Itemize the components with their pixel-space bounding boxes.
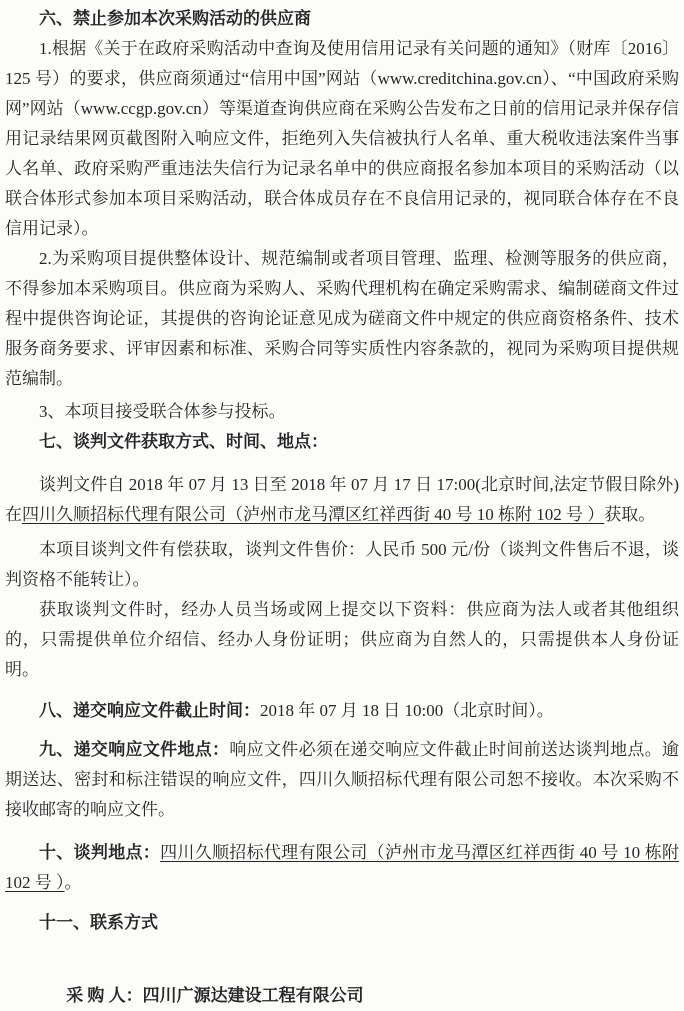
deadline-paragraph	[5, 696, 679, 726]
deadline-value: 2018 年 07 月 18 日 10:00（北京时间）。	[260, 701, 554, 720]
section-7-heading: 七、谈判文件获取方式、时间、地点：	[39, 432, 328, 451]
delivery-location-label: 九、递交响应文件地点：	[39, 740, 230, 759]
delivery-location-paragraph	[5, 735, 679, 825]
negotiation-location-suffix: 。	[64, 873, 82, 892]
negotiation-location-label: 十、谈判地点：	[39, 843, 161, 862]
agency-address-underlined: 四川久顺招标代理有限公司（泸州市龙马潭区红祥西街 40 号 10 栋附 102 号 ）	[22, 505, 605, 524]
delivery-location-text: 响应文件必须在递交响应文件截止时间前送达谈判地点。逾期送达、密封和标注错误的响应文件，四川久顺招标代理有限公司恕不接收。本次采购不接收邮寄的响应文件。	[5, 740, 680, 819]
negotiation-address-underlined: 四川久顺招标代理有限公司（泸州市龙马潭区红祥西街 40 号 10 栋附 102 号 ）	[5, 843, 680, 892]
consortium-bidding-paragraph: 3、本项目接受联合体参与投标。	[39, 402, 286, 421]
document-materials-paragraph: 获取谈判文件时，经办人员当场或网上提交以下资料：供应商为法人或者其他组织的，只需提供单位介绍信、经办人身份证明；供应商为自然人的，只需提供本人身份证明。	[5, 600, 679, 679]
obtain-suffix-text: 获取。	[604, 505, 656, 524]
obtain-period-text: 谈判文件自 2018 年 07 月 13 日至 2018 年 07 月 17 日 17:00(北京时间,法定节假日除外)在	[5, 475, 679, 524]
section-11-heading: 十一、联系方式	[39, 913, 158, 932]
negotiation-location-paragraph	[5, 838, 679, 898]
service-provider-restriction-paragraph: 2.为采购项目提供整体设计、规范编制或者项目管理、监理、检测等服务的供应商，不得参加本采购项目。供应商为采购人、采购代理机构在确定采购需求、编制磋商文件过程中提供咨询论证，其提供的咨询论证意见成为磋商文件中规定的供应商资格条件、技术服务商务要求、评审因素和标准、采购合同等实质性内容条款的，视同为采购项目提供规范编制。	[5, 249, 679, 388]
document-price-paragraph: 本项目谈判文件有偿获取，谈判文件售价：人民币 500 元/份（谈判文件售后不退，谈判资格不能转让）。	[5, 540, 679, 589]
document-obtain-paragraph	[5, 470, 679, 530]
section-6-heading: 六、禁止参加本次采购活动的供应商	[39, 9, 311, 28]
deadline-label: 八、递交响应文件截止时间：	[39, 701, 260, 720]
credit-record-paragraph: 1.根据《关于在政府采购活动中查询及使用信用记录有关问题的通知》（财库〔2016〕125 号）的要求，供应商须通过“信用中国”网站（www.creditchina.gov.cn）、“中国政府采购网”网站（www.ccgp.gov.cn）等渠道查询供应商在采购公告发布之日前的信用记录并保存信用记录结果网页截图附入响应文件，拒绝列入失信被执行人名单、重大税收违法案件当事人名单、政府采购严重违法失信行为记录名单中的供应商报名参加本项目的采购活动（以联合体形式参加本项目采购活动，联合体成员存在不良信用记录的，视同联合体存在不良信用记录）。	[5, 39, 679, 238]
purchaser-line: 采 购 人：四川广源达建设工程有限公司	[66, 986, 364, 1005]
